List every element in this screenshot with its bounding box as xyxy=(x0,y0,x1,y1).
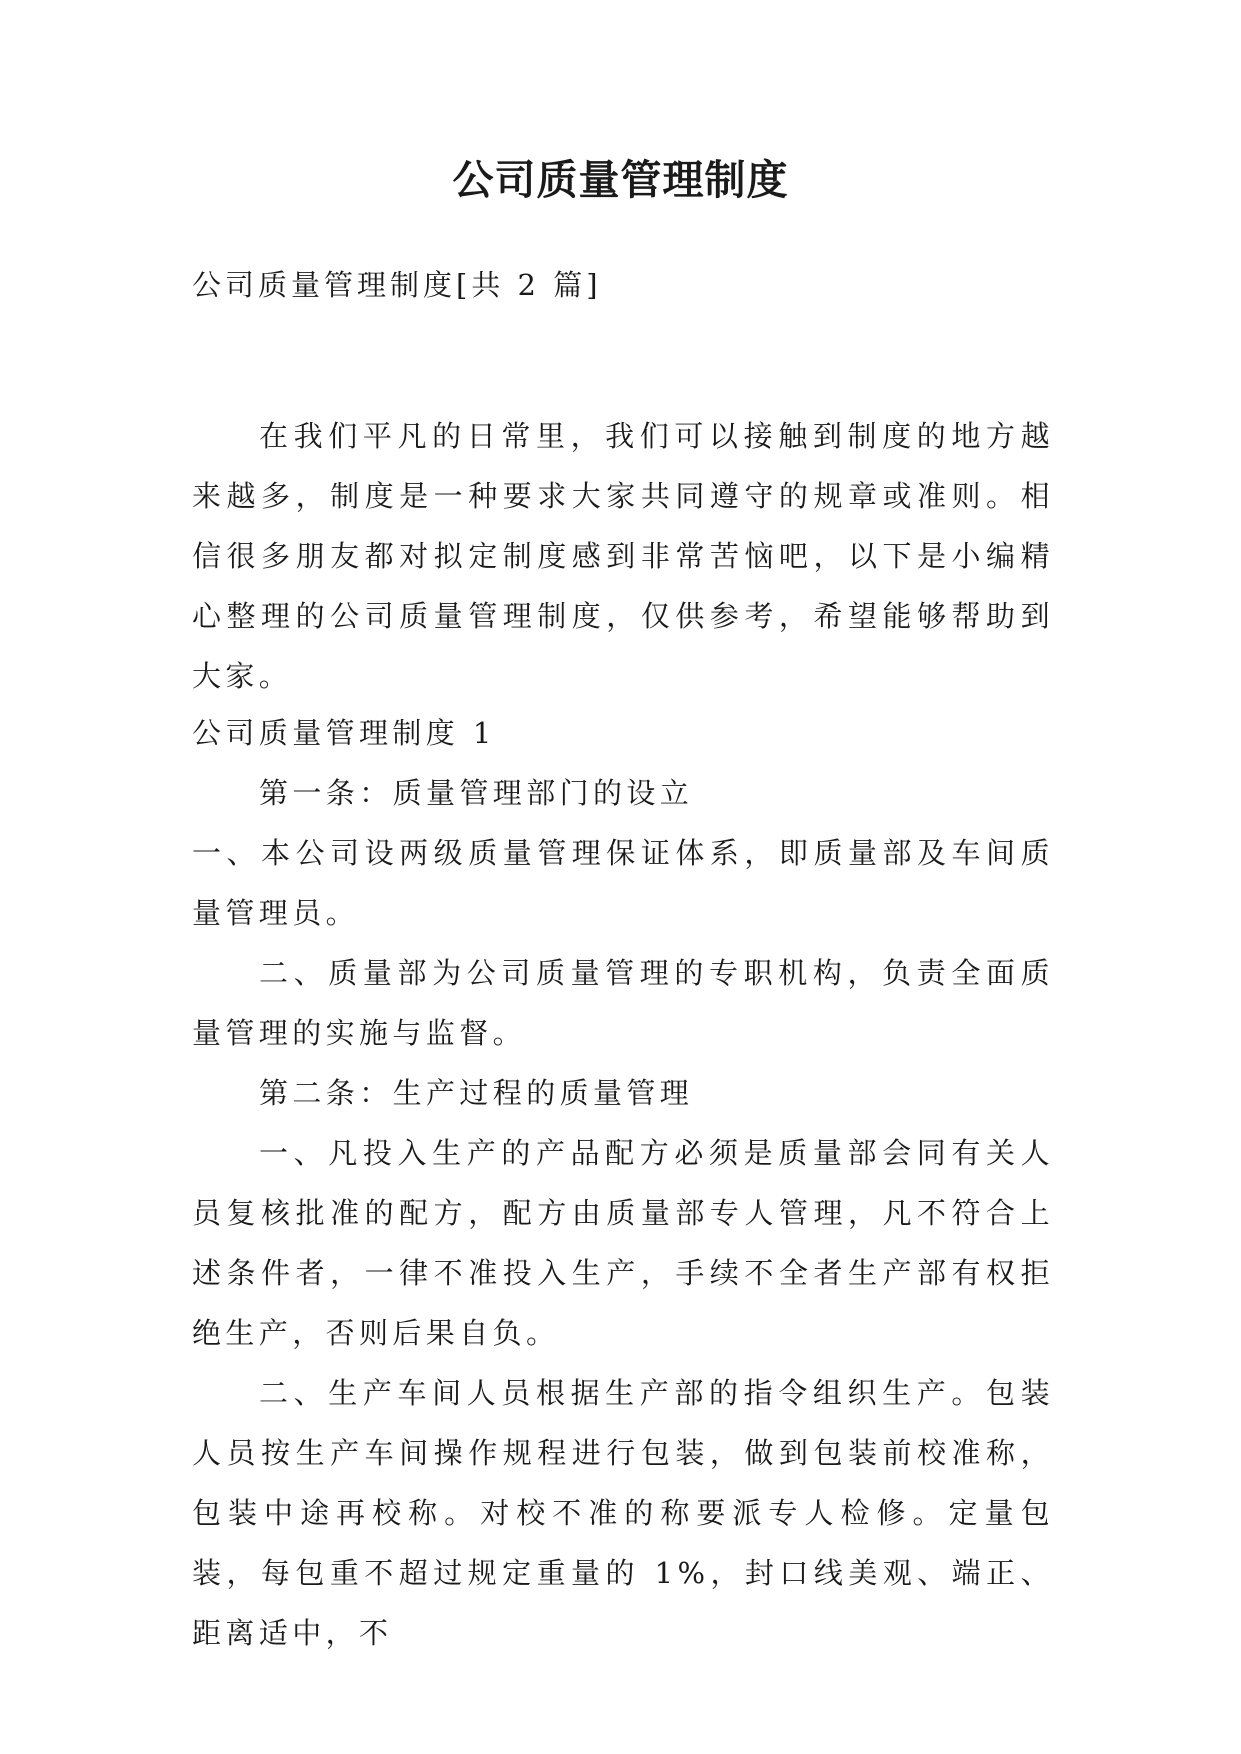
intro-paragraph: 在我们平凡的日常里，我们可以接触到制度的地方越来越多，制度是一种要求大家共同遵守的规章或准则。相信很多朋友都对拟定制度感到非常苦恼吧，以下是小编精心整理的公司质量管理制度，仅供参考，希望能够帮助到大家。 xyxy=(192,419,1054,693)
paragraph: 二、生产车间人员根据生产部的指令组织生产。包装人员按生产车间操作规程进行包装，做到包装前校准称，包装中途再校称。对校不准的称要派专人检修。定量包装，每包重不超过规定重量的 1%，封口线美观、端正、距离适中，不 xyxy=(192,1376,1054,1650)
paragraph: 一、凡投入生产的产品配方必须是质量部会同有关人员复核批准的配方，配方由质量部专人管理，凡不符合上述条件者，一律不准投入生产，手续不全者生产部有权拒绝生产，否则后果自负。 xyxy=(192,1136,1054,1350)
paragraph: 一、本公司设两级质量管理保证体系，即质量部及车间质量管理员。 xyxy=(192,836,1054,930)
document-content xyxy=(192,703,1054,1663)
article-heading: 第二条：生产过程的质量管理 xyxy=(259,1076,694,1110)
section-heading: 公司质量管理制度 1 xyxy=(192,716,496,750)
article-heading: 第一条：质量管理部门的设立 xyxy=(259,776,694,810)
document-subtitle: 公司质量管理制度[共 2 篇] xyxy=(192,268,602,302)
document-title: 公司质量管理制度 xyxy=(452,156,789,204)
paragraph: 二、质量部为公司质量管理的专职机构，负责全面质量管理的实施与监督。 xyxy=(192,956,1054,1050)
